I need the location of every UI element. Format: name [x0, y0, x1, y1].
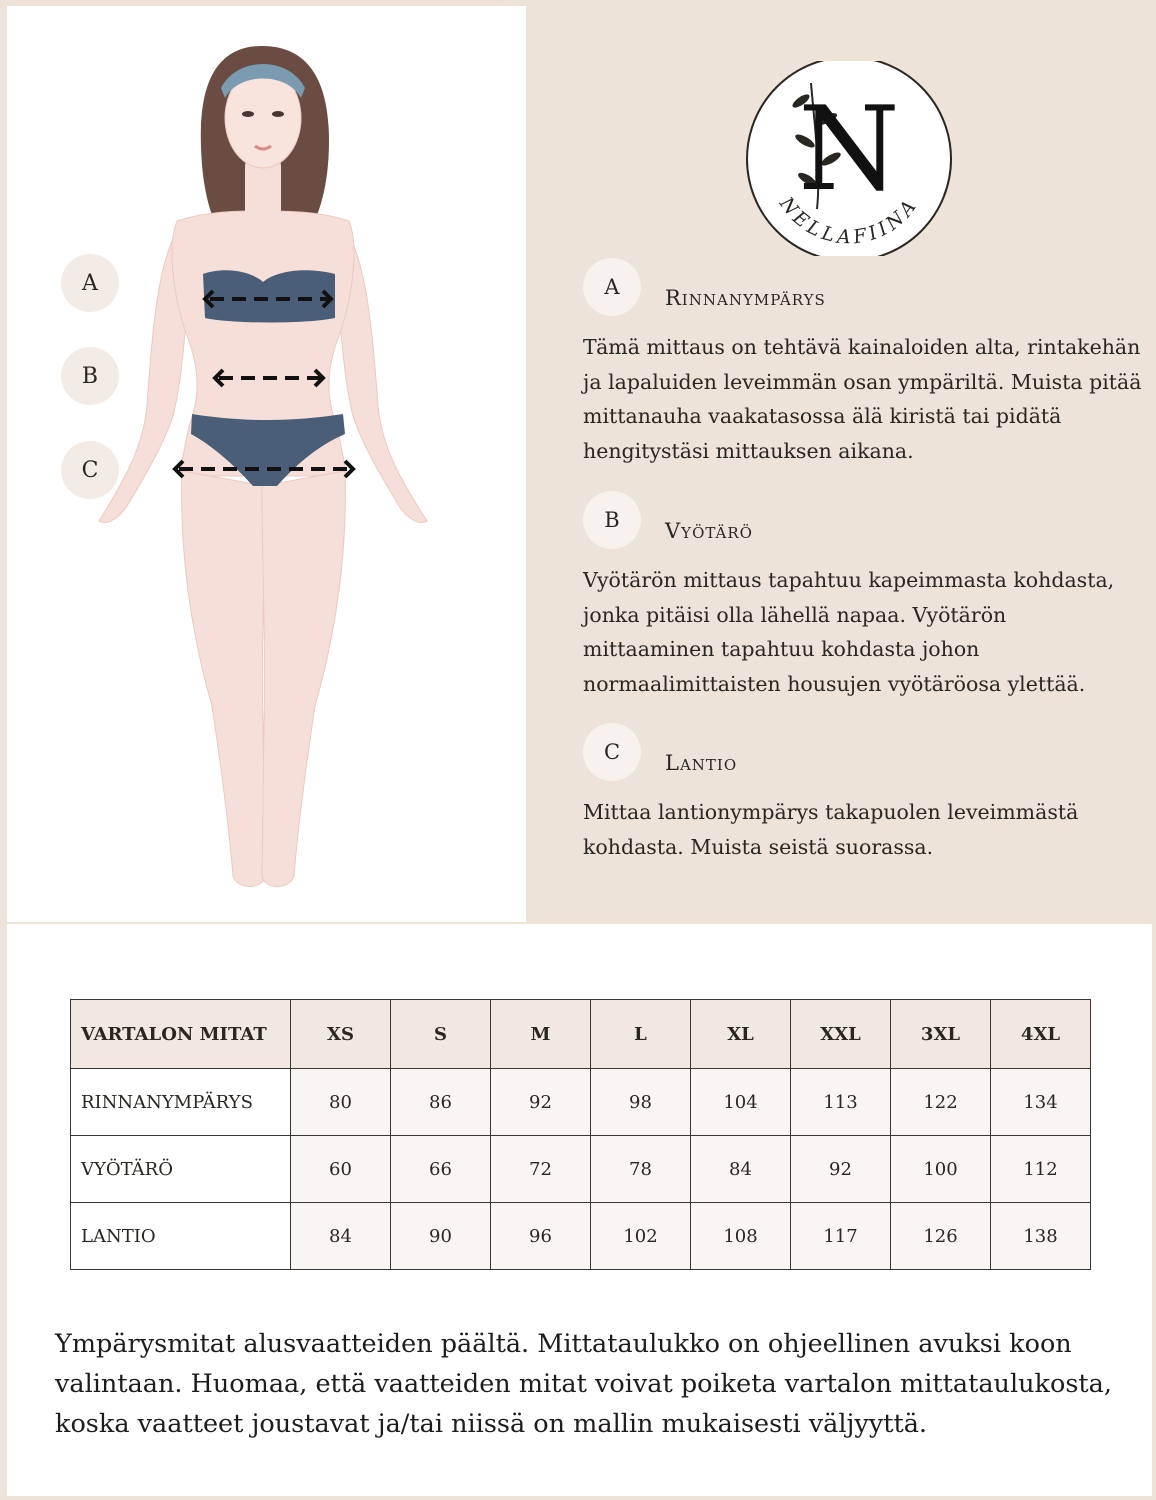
section-rinnanymparys [583, 258, 1143, 468]
section-b-badge: B [583, 491, 641, 549]
header-cell-size: XXL [791, 1000, 891, 1069]
header-cell-size: 4XL [991, 1000, 1091, 1069]
table-cell: 117 [791, 1203, 891, 1270]
table-cell: 86 [391, 1069, 491, 1136]
section-c-title: Lantio [665, 751, 738, 775]
table-header-row [71, 1000, 1091, 1069]
row-label: LANTIO [71, 1203, 291, 1270]
section-a-title: Rinnanympärys [665, 286, 826, 310]
marker-c: C [61, 441, 119, 499]
bikini-top [203, 270, 335, 322]
section-a-text: Tämä mittaus on tehtävä kainaloiden alta, rintakehän ja lapaluiden leveimmän osan ympäriltä. Muista pitää mittanauha vaakatasossa älä kiristä tai pidätä hengitystäsi mittauksen aikana. [583, 335, 1142, 463]
table-row [71, 1136, 1091, 1203]
table-cell: 113 [791, 1069, 891, 1136]
header-cell-size: XS [291, 1000, 391, 1069]
body-illustration-panel [7, 6, 526, 922]
section-lantio [583, 723, 1143, 864]
nellafiina-logo [745, 61, 955, 256]
marker-b: B [61, 347, 119, 405]
table-cell: 84 [291, 1203, 391, 1270]
header-cell-size: S [391, 1000, 491, 1069]
size-table [70, 999, 1091, 1270]
table-cell: 112 [991, 1136, 1091, 1203]
table-cell: 138 [991, 1203, 1091, 1270]
header-cell-label: VARTALON MITAT [71, 1000, 291, 1069]
section-c-badge: C [583, 723, 641, 781]
table-cell: 122 [891, 1069, 991, 1136]
header-cell-size: M [491, 1000, 591, 1069]
table-cell: 90 [391, 1203, 491, 1270]
section-b-title: Vyötärö [665, 519, 753, 543]
table-cell: 134 [991, 1069, 1091, 1136]
logo-name: NELLAFIINA [774, 193, 923, 249]
section-vyotaro [583, 491, 1143, 701]
marker-a: A [61, 254, 119, 312]
table-cell: 108 [691, 1203, 791, 1270]
row-label: RINNANYMPÄRYS [71, 1069, 291, 1136]
table-cell: 126 [891, 1203, 991, 1270]
table-cell: 60 [291, 1136, 391, 1203]
header-cell-size: 3XL [891, 1000, 991, 1069]
table-cell: 96 [491, 1203, 591, 1270]
table-cell: 78 [591, 1136, 691, 1203]
left-leg [182, 471, 265, 887]
header-cell-size: XL [691, 1000, 791, 1069]
section-c-text: Mittaa lantionympärys takapuolen leveimmästä kohdasta. Muista seistä suorassa. [583, 800, 1079, 859]
table-cell: 102 [591, 1203, 691, 1270]
row-label: VYÖTÄRÖ [71, 1136, 291, 1203]
table-cell: 92 [491, 1069, 591, 1136]
size-table-panel [7, 924, 1152, 1496]
table-cell: 92 [791, 1136, 891, 1203]
table-cell: 98 [591, 1069, 691, 1136]
table-cell: 100 [891, 1136, 991, 1203]
header-cell-size: L [591, 1000, 691, 1069]
table-cell: 66 [391, 1136, 491, 1203]
section-b-text: Vyötärön mittaus tapahtuu kapeimmasta kohdasta, jonka pitäisi olla lähellä napaa. Vyötärön mittaaminen tapahtuu kohdasta johon normaalimittaisten housujen vyötäröosa ylettää. [583, 568, 1115, 696]
left-eye [242, 111, 254, 117]
right-eye [272, 111, 284, 117]
table-row [71, 1203, 1091, 1270]
right-leg [262, 471, 345, 887]
table-cell: 80 [291, 1069, 391, 1136]
section-a-badge: A [583, 258, 641, 316]
table-row [71, 1069, 1091, 1136]
table-cell: 72 [491, 1136, 591, 1203]
footnote: Ympärysmitat alusvaatteiden päältä. Mittataulukko on ohjeellinen avuksi koon valintaan. Huomaa, että vaatteiden mitat voivat poiketa vartalon mittataulukosta, koska vaatteet joustavat ja/tai niissä on mallin mukaisesti väljyyttä. [55, 1329, 1112, 1439]
logo-letter: N [798, 82, 900, 217]
table-cell: 104 [691, 1069, 791, 1136]
table-cell: 84 [691, 1136, 791, 1203]
